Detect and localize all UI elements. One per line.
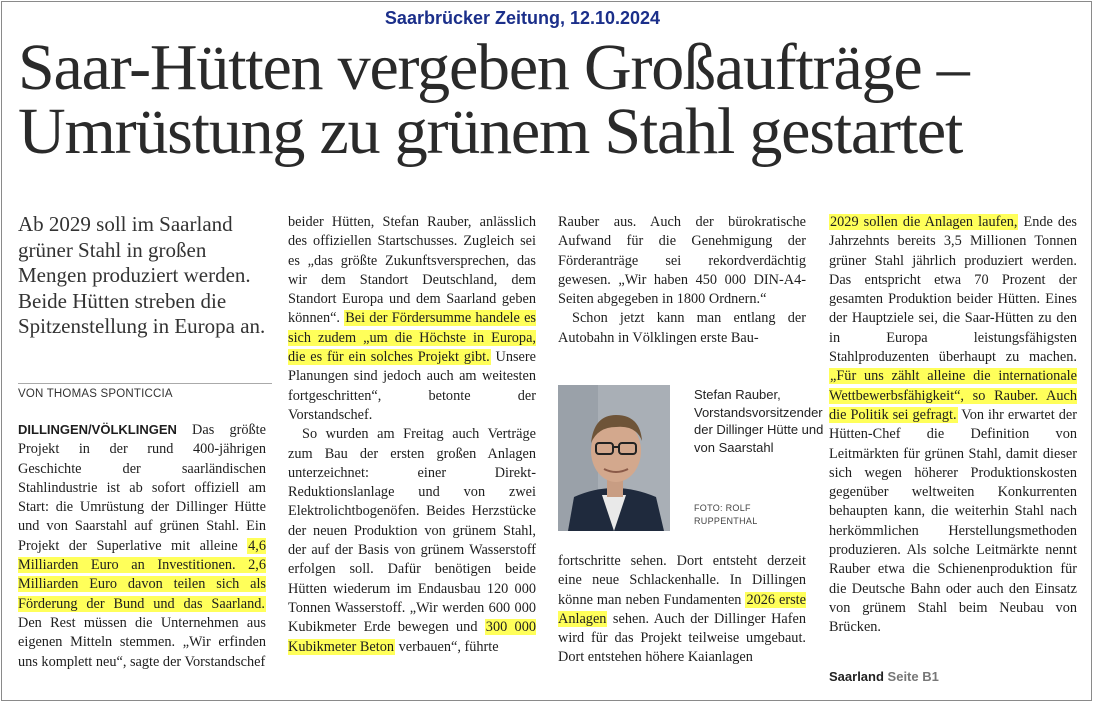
text-run: Den Rest müssen die Unternehmen aus eigenen Mitteln stemmen. „Wir erfinden uns komplett neu“, sagte der Vorstandschef	[18, 614, 266, 670]
photo-credit: FOTO: ROLF RUPPENTHAL	[694, 503, 758, 526]
text-run: Rauber aus. Auch der bürokratische Aufwand für die Genehmigung der Förderanträge sei rekordverdächtig gewesen. „Wir haben 450 000 DIN-A4-Seiten abgegeben in 1800 Ordnern.“	[558, 214, 806, 308]
text-run: verbauen“, führte	[395, 638, 499, 655]
highlighted-text: 300 000 Kubikmeter Beton	[288, 619, 537, 655]
source-line: Saarbrücker Zeitung, 12.10.2024	[384, 8, 661, 28]
portrait-photo	[558, 385, 670, 531]
paragraph	[288, 213, 536, 425]
byline: VON THOMAS SPONTICCIA	[18, 388, 173, 400]
highlighted-text: 2029 sollen die Anlagen laufen,	[830, 214, 1018, 230]
text-run: sehen. Auch der Dillinger Hafen wird für das Projekt teilweise umgebaut. Dort entstehen höhere Kaianlagen	[558, 610, 806, 666]
paragraph	[558, 213, 806, 309]
paragraph	[558, 552, 806, 668]
article-column-3-bottom	[558, 552, 806, 668]
byline-divider	[18, 383, 272, 384]
text-run: beider Hütten, Stefan Rauber, anlässlich des offiziellen Startschusses. Zugleich sei es „das größte Zukunftsversprechen, das wir dem Standort Deutschland, dem Standort Europa und dem Saarland geben können“.	[288, 214, 536, 327]
headline-line-1: Saar-Hütten vergeben Großaufträge –	[18, 31, 969, 104]
portrait-illustration	[558, 385, 670, 531]
text-run: Unsere Planungen sind jedoch auch am weitesten fortgeschritten“, betonte der Vorstandschef.	[288, 349, 536, 423]
paragraph	[288, 425, 536, 657]
highlighted-text: „Für uns zählt alleine die internationale Wettbewerbsfähigkeit“, so Rauber. Auch die Politik sei gefragt.	[829, 368, 1077, 423]
deck-text: Ab 2029 soll im Saarland grüner Stahl in großen Mengen produziert werden. Beide Hütten streben die Spitzenstellung in Europa an.	[18, 212, 266, 338]
headline	[18, 31, 1088, 168]
paragraph	[558, 309, 806, 348]
headline-line-2: Umrüstung zu grünem Stahl gestartet	[18, 95, 963, 168]
page-number: Seite B1	[887, 669, 939, 684]
highlighted-text: Bei der Fördersumme handele es sich zudem „um die Höchste in Europa, die es für ein solches Projekt gibt.	[288, 310, 536, 366]
article-column-1	[18, 420, 266, 672]
highlighted-text: 4,6 Milliarden Euro an Investitionen. 2,6 Milliarden Euro davon teilen sich als Förderung der Bund und das Saarland.	[18, 537, 266, 612]
highlighted-text: 2026 erste Anlagen	[558, 591, 806, 627]
page-reference	[829, 669, 939, 684]
photo-caption: Stefan Rauber, Vorstandsvorsitzender der Dillinger Hütte und von Saarstahl	[694, 387, 824, 455]
text-run: fortschritte sehen. Dort entsteht derzeit eine neue Schlackenhalle. In Dillingen könne man neben Fundamenten	[558, 553, 806, 608]
article-column-3-top	[558, 213, 806, 348]
paragraph	[18, 420, 266, 672]
dateline: DILLINGEN/VÖLKLINGEN	[18, 422, 177, 437]
text-run: Das größte Projekt in der rund 400-jährigen Geschichte der saarländischen Stahlindustrie ist ab sofort offiziell am Start: die Umrüstung der Dillinger Hütte und von Saarstahl auf grünen Stahl. Ein Projekt der Superlative mit alleine	[18, 422, 266, 554]
text-run: Von ihr erwartet der Hütten-Chef die Definition von Leitmärkten für grünen Stahl, damit dieser sich wegen höherer Produktionskosten gegenüber weltweiten Konkurrenten behaupten kann, die weiterhin Stahl nach herkömmlichen Herstellungsmethoden produzieren. Als solche Leitmärkte nennt Rauber etwa die Schienenproduktion für die Deutsche Bahn oder auch den Einsatz von grünem Stahl beim Neubau von Brücken.	[829, 406, 1077, 636]
text-run: Ende des Jahrzehnts bereits 3,5 Millionen Tonnen grüner Stahl jährlich produziert werden. Das entspricht etwa 70 Prozent der gesamten Produktion beider Hütten. Eines der Hauptziele sei, die Saar-Hütten zu den in Europa leistungsfähigsten Stahlproduzenten überhaupt zu machen.	[829, 214, 1077, 366]
text-run: So wurden am Freitag auch Verträge zum Bau der ersten großen Anlagen unterzeichnet: einer Direkt-Reduktionslanlage und von zwei Elektrolichtbogenöfen. Beides Herzstücke der neuen Produktion von grünem Stahl, der auf der Basis von grünem Wasserstoff erfolgen soll. Dafür benötigen beide Hütten wiederum im Endausbau 120 000 Tonnen Wasserstoff. „Wir werden 600 000 Kubikmeter Erde bewegen und	[288, 426, 536, 636]
article-column-4	[829, 213, 1077, 638]
text-run: Schon jetzt kann man entlang der Autobahn in Völklingen erste Bau-	[558, 310, 806, 346]
paragraph	[829, 213, 1077, 638]
article-column-2	[288, 213, 536, 657]
section-name: Saarland	[829, 669, 884, 684]
